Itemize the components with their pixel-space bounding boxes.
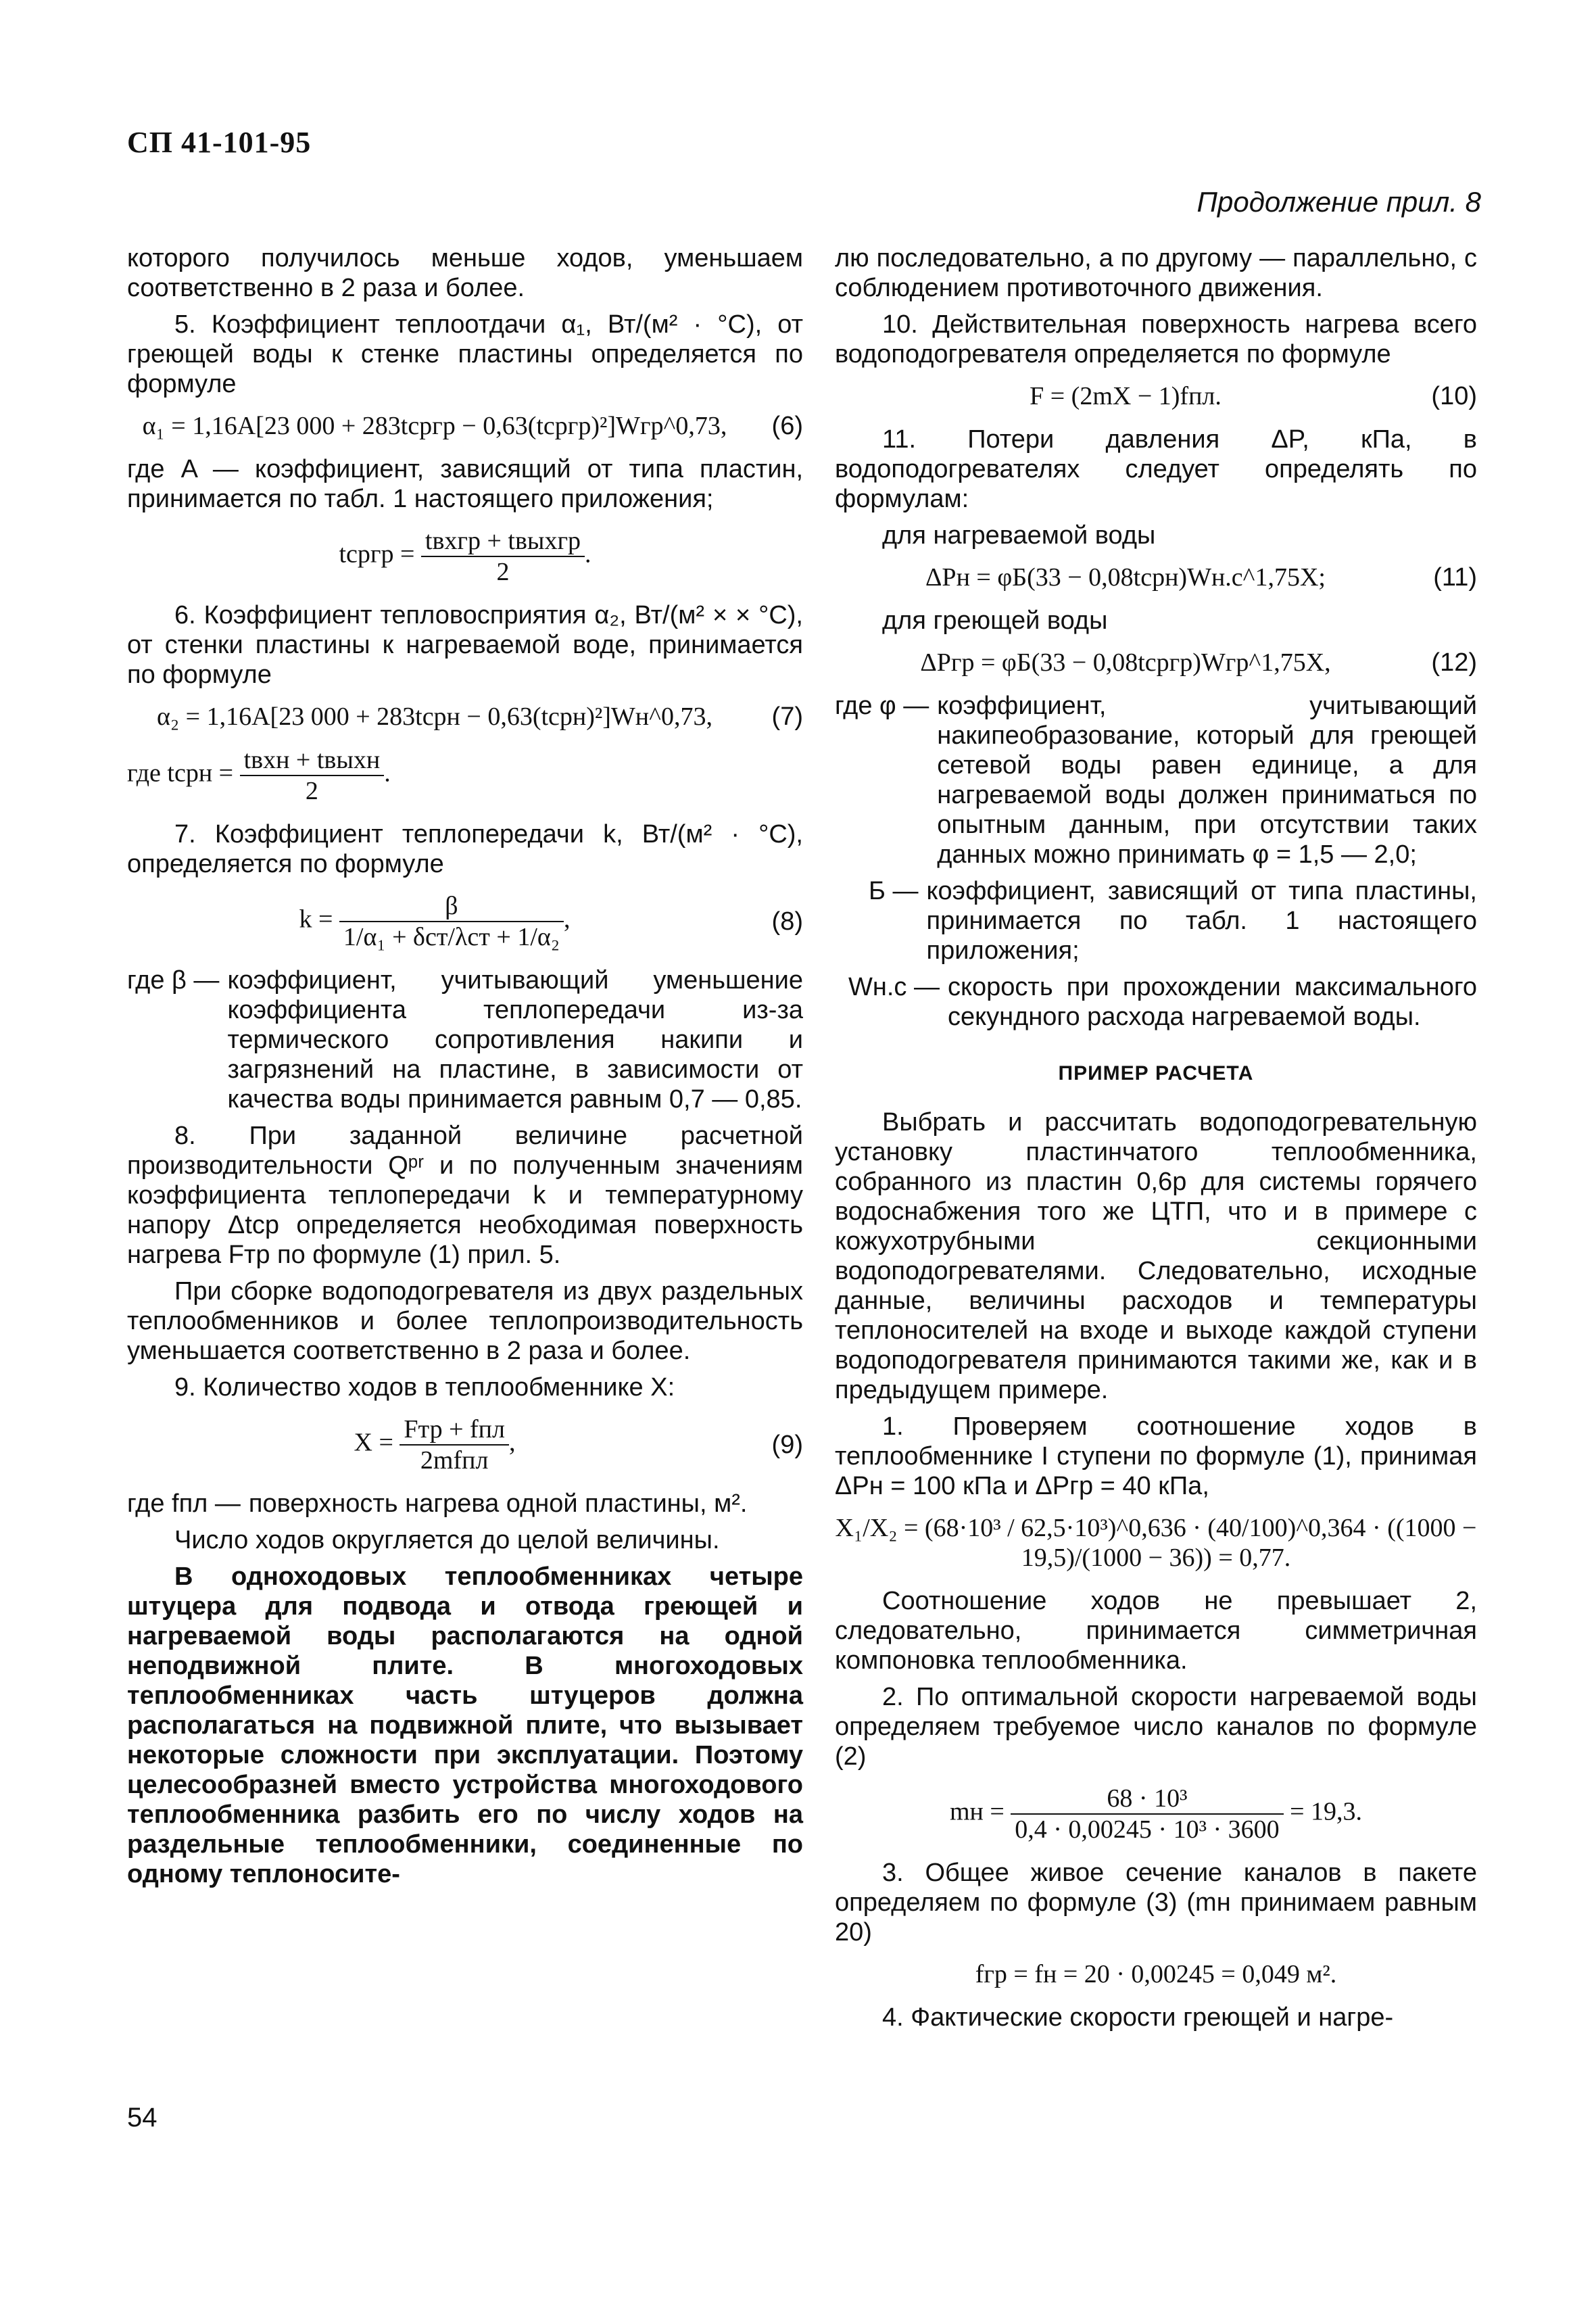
definition-text: поверхность нагрева одной пластины, м². — [248, 1489, 748, 1518]
formula-number: (6) — [771, 412, 803, 440]
fraction-denominator: 2 — [305, 777, 318, 805]
definition-label: где φ — — [835, 692, 929, 720]
paragraph-item-5: 5. Коэффициент теплоотдачи α₁, Вт/(м² · °С), от греющей воды к стенке пластины определяется по формуле — [127, 310, 803, 398]
paragraph-item-10: 10. Действительная поверхность нагрева всего водоподогревателя определяется по формуле — [835, 310, 1477, 368]
formula-11 — [835, 563, 1477, 592]
formula-lhs: mн = — [949, 1797, 1005, 1826]
fraction — [400, 1414, 509, 1475]
formula-6 — [127, 411, 803, 441]
definition-label: где fпл — — [127, 1489, 241, 1518]
definition-text: коэффициент, зависящий от типа пластины, принимается по табл. 1 настоящего приложения; — [926, 877, 1477, 965]
fraction-numerator: tвхгр + tвыхгр — [421, 526, 585, 557]
paragraph: Число ходов округляется до целой величины. — [174, 1526, 720, 1554]
formula-expression: ΔPн = φБ(33 − 0,08tсрн)Wн.с^1,75X; — [925, 563, 1326, 592]
paragraph-item-6: 6. Коэффициент тепловосприятия α₂, Вт/(м² × × °С), от стенки пластины к нагреваемой воде, принимается по формуле — [127, 601, 803, 689]
paragraph: При сборке водоподогревателя из двух раздельных теплообменников и более теплопроизводительность уменьшается соответственно в 2 раза и более. — [127, 1277, 803, 1365]
fraction — [421, 526, 585, 587]
paragraph-step-4: 4. Фактические скорости греющей и нагре- — [882, 2003, 1394, 2032]
definition-label: Б — — [869, 877, 919, 905]
definition-label: где β — — [127, 966, 220, 995]
fraction-denominator: 1/α₁ + δст/λст + 1/α₂ — [343, 923, 560, 951]
paragraph-step-3: 3. Общее живое сечение каналов в пакете определяем по формуле (3) (mн принимаем равным 20) — [835, 1859, 1477, 1947]
right-column — [835, 243, 1477, 2039]
formula-lhs: X = — [354, 1428, 393, 1457]
fraction — [240, 745, 385, 806]
formula-10 — [835, 381, 1477, 411]
formula-number: (7) — [771, 702, 803, 731]
formula-lhs: tсргр = — [339, 540, 415, 569]
definition-beta — [127, 965, 803, 1114]
fraction-numerator: Fтр + fпл — [400, 1414, 509, 1446]
formula-t-avg-heating: tсргр = $\frac{\text{tвхгр + tвыхгр}}{2}$ . — [339, 527, 591, 586]
formula-rhs: = 19,3. — [1290, 1797, 1363, 1826]
fraction-numerator: tвхн + tвыхн — [240, 745, 385, 776]
fraction-denominator: 0,4 · 0,00245 · 10³ · 3600 — [1015, 1815, 1280, 1844]
paragraph: лю последовательно, а по другому — параллельно, с соблюдением противоточного движения. — [835, 244, 1477, 302]
formula-number: (11) — [1433, 563, 1477, 592]
definition-b — [835, 876, 1477, 965]
paragraph: Выбрать и рассчитать водоподогревательную установку пластинчатого теплообменника, собранного из пластин 0,6р для системы горячего водоснабжения того же ЦТП, что и в примере с кожухотрубными секционными водоподогревателями. Следовательно, исходные данные, величины расходов и температуры теплоносителей на входе и выходе каждой ступени водоподогревателя принимаются такими же, как и в предыдущем примере. — [835, 1108, 1477, 1404]
formula-expression: fгр = fн = 20 · 0,00245 = 0,049 м². — [975, 1960, 1337, 1988]
fraction — [339, 891, 564, 952]
formula-lhs: где tсрн = — [127, 759, 234, 788]
definition-label: Wн.с — — [848, 973, 940, 1001]
left-column — [127, 243, 803, 1896]
formula-8: k = $\frac{\beta}{\text{1/α₁ + δст/λст + 1/α₂}}$ , (8) — [299, 892, 803, 951]
paragraph: которого получилось меньше ходов, уменьшаем соответственно в 2 раза и более. — [127, 244, 803, 302]
fraction-denominator: 2mfпл — [420, 1446, 489, 1475]
definition-text: коэффициент, учитывающий уменьшение коэффициента теплопередачи из-за термического сопротивления накипи и загрязнений на пластине, в зависимости от качества воды принимается равным 0,7 — 0,85. — [227, 966, 803, 1114]
fraction — [1011, 1784, 1283, 1844]
paragraph: для нагреваемой воды — [882, 521, 1156, 550]
paragraph: В одноходовых теплообменниках четыре штуцера для подвода и отвода греющей и нагреваемой воды располагаются на одной неподвижной плите. В многоходовых теплообменниках часть штуцеров должна располагаться на подвижной плите, что вызывает некоторые сложности при эксплуатации. Поэтому целесообразней вместо устройства многоходового теплообменника разбить его по числу ходов на раздельные теплообменники, соединенные по одному теплоносите- — [127, 1562, 803, 1888]
paragraph-item-8: 8. При заданной величине расчетной производительности Qᵖʳ и по полученным значениям коэффициента теплопередачи k и температурному напору Δtср определяется необходимая поверхность нагрева Fтр по формуле (1) прил. 5. — [127, 1122, 803, 1269]
definition-w — [835, 972, 1477, 1032]
definition-text: коэффициент, учитывающий накипеобразование, который для греющей сетевой воды равен единице, а для нагреваемой воды должен приниматься по опытным данным, при отсутствии таких данных можно принимать φ = 1,5 — 2,0; — [937, 692, 1477, 869]
paragraph-step-1: 1. Проверяем соотношение ходов в теплообменнике I ступени по формуле (1), принимая ΔPн = 100 кПа и ΔPгр = 40 кПа, — [835, 1412, 1477, 1500]
paragraph-item-7: 7. Коэффициент теплопередачи k, Вт/(м² · °С), определяется по формуле — [127, 820, 803, 878]
formula-expression: α₁ = 1,16A[23 000 + 283tсргр − 0,63(tсргр)²]Wгр^0,73, — [142, 412, 727, 440]
formula-expression: X₁/X₂ = (68·10³ / 62,5·10³)^0,636 · (40/100)^0,364 · ((1000 − 19,5)/(1000 − 36)) = 0,77. — [835, 1514, 1477, 1572]
paragraph: где A — коэффициент, зависящий от типа пластин, принимается по табл. 1 настоящего приложения; — [127, 455, 803, 513]
formula-number: (10) — [1431, 382, 1477, 410]
formula-number: (8) — [771, 907, 803, 936]
section-heading: ПРИМЕР РАСЧЕТА — [1058, 1062, 1254, 1084]
formula-9: X = $\frac{\text{Fтр + fпл}}{\text{2mfпл}}$ , (9) — [354, 1415, 803, 1475]
formula-t-avg-heated: где tсрн = $\frac{\text{tвхн + tвыхн}}{2}$ . — [127, 746, 391, 805]
paragraph: Соотношение ходов не превышает 2, следовательно, принимается симметричная компоновка теплообменника. — [835, 1587, 1477, 1675]
formula-expression: ΔPгр = φБ(33 − 0,08tсргр)Wгр^1,75X, — [920, 648, 1331, 677]
formula-area — [835, 1959, 1477, 1989]
paragraph-item-11: 11. Потери давления ΔP, кПа, в водоподогревателях следует определять по формулам: — [835, 425, 1477, 513]
formula-7 — [127, 702, 803, 732]
formula-channels — [835, 1784, 1477, 1844]
document-code: СП 41-101-95 — [127, 126, 312, 159]
definition-text: скорость при прохождении максимального секундного расхода нагреваемой воды. — [947, 973, 1477, 1031]
formula-expression: α₂ = 1,16A[23 000 + 283tсрн − 0,63(tсрн)²]Wн^0,73, — [157, 702, 712, 731]
formula-12 — [835, 648, 1477, 677]
formula-ratio — [835, 1513, 1477, 1573]
formula-expression: F = (2mX − 1)fпл. — [1030, 382, 1222, 410]
page-number: 54 — [127, 2103, 158, 2132]
formula-lhs: k = — [299, 905, 333, 934]
fraction-numerator: β — [339, 891, 564, 922]
definition-phi — [835, 691, 1477, 869]
formula-number: (9) — [771, 1431, 803, 1459]
fraction-numerator: 68 · 10³ — [1011, 1784, 1283, 1815]
continuation-label: Продолжение прил. 8 — [1196, 186, 1481, 218]
fraction-denominator: 2 — [496, 558, 510, 586]
paragraph-item-9: 9. Количество ходов в теплообменнике X: — [174, 1373, 675, 1402]
paragraph-step-2: 2. По оптимальной скорости нагреваемой воды определяем требуемое число каналов по формуле (2) — [835, 1683, 1477, 1771]
paragraph: для греющей воды — [882, 606, 1108, 635]
definition-f-pl — [127, 1489, 803, 1519]
formula-number: (12) — [1431, 648, 1477, 677]
